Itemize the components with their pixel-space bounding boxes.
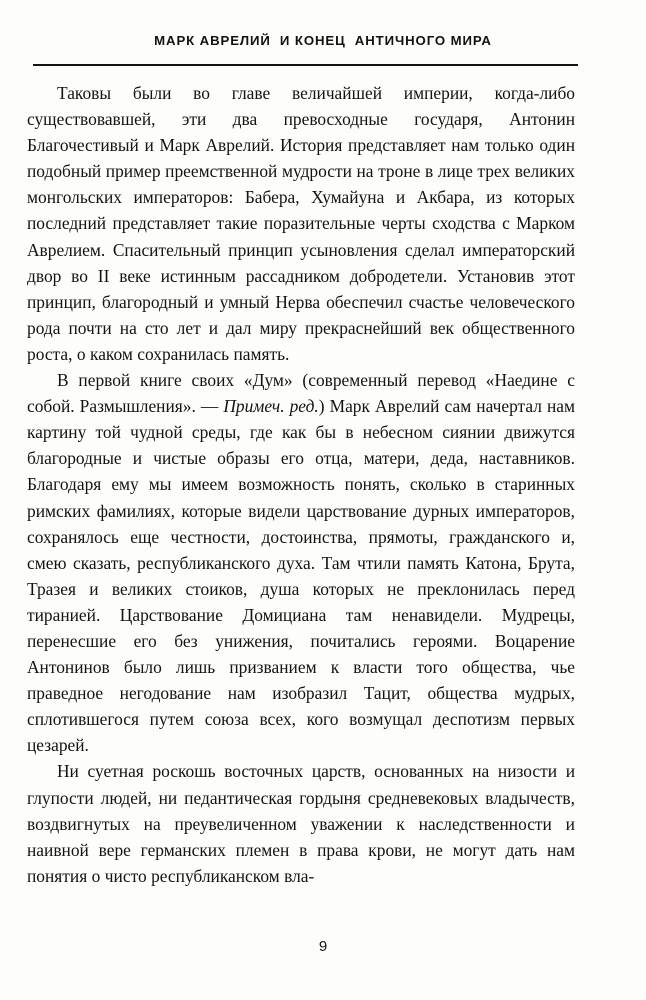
editorial-note-italic: Примеч. ред. [223, 396, 319, 417]
paragraph-2-text-before-note: В первой книге своих «Дум» (современный перевод «Наедине с собой. Размышления». — [27, 370, 575, 417]
paragraph-2 [27, 367, 575, 758]
paragraph-1: Таковы были во главе величайшей империи, когда-либо существовавшей, эти два превосходные государя, Антонин Благочестивый и Марк Аврелий. История представляет нам только один подобный пример преемственной мудрости на троне в лице трех великих монгольских императоров: Бабера, Хумайуна и Акбара, из которых последний представляет такие поразительные черты сходства с Марком Аврелием. Спасительный принцип усыновления сделал императорский двор во II веке истинным рассадником добродетели. Установив этот принцип, благородный и умный Нерва обеспечил счастье человеческого рода почти на сто лет и дал миру прекраснейший век общественного роста, о каком сохранилась память. [27, 83, 575, 364]
paragraph-2-text-after-note: ) Марк Аврелий сам начертал нам картину той чудной среды, где как бы в небесном сиянии движутся благородные и чистые образы его отца, матери, деда, наставников. Благодаря ему мы имеем возможность понять, сколько в старинных римских фамилиях, которые видели царствование дурных императоров, сохранялось еще честности, достоинства, прямоты, гражданского и, смею сказать, республиканского духа. Там чтили память Катона, Брута, Тразея и великих стоиков, душа которых не преклонилась перед тиранией. Царствование Домициана там ненавидели. Мудрецы, перенесшие его без унижения, почитались героями. Воцарение Антонинов было лишь призванием к власти того общества, чье праведное негодование нам изобразил Тацит, общества мудрых, сплотившегося путем союза всех, кого возмущал деспотизм первых цезарей. [27, 396, 575, 756]
running-head: МАРК АВРЕЛИЙ И КОНЕЦ АНТИЧНОГО МИРА [154, 33, 492, 48]
page-number: 9 [318, 938, 328, 955]
body-text-block [27, 80, 575, 889]
header-divider-rule [33, 64, 578, 66]
paragraph-3: Ни суетная роскошь восточных царств, основанных на низости и глупости людей, ни педантическая гордыня средневековых владычеств, воздвигнутых на преувеличенном уважении к наследственности и наивной вере германских племен в права крови, не могут дать нам понятия о чисто республиканском вла- [27, 761, 575, 886]
